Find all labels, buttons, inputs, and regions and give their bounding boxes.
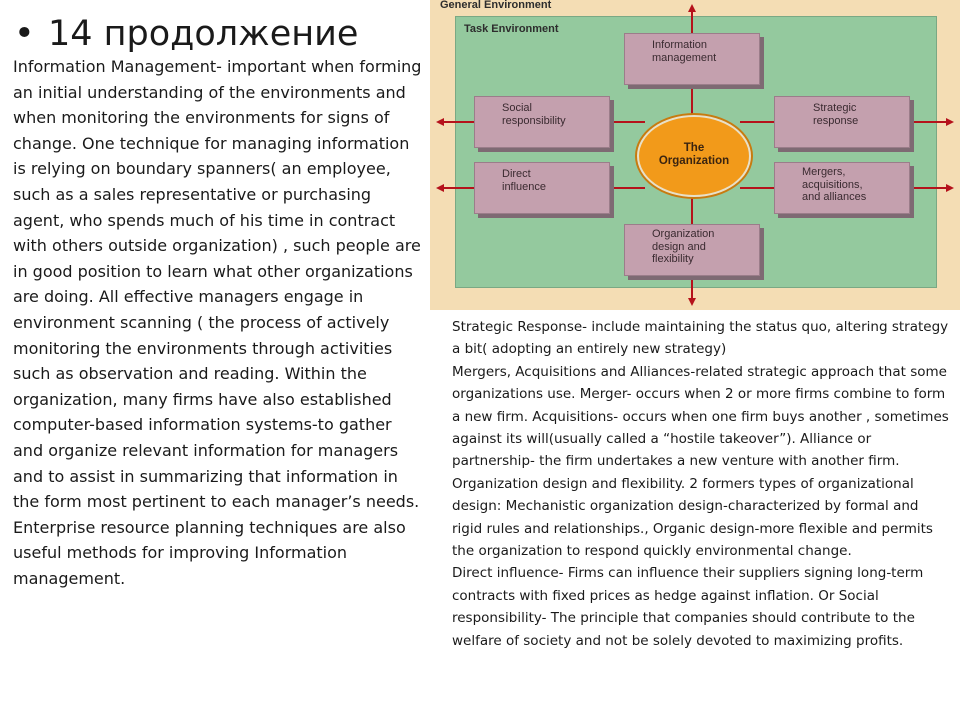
organization-design-paragraph: Organization design and flexibility. 2 formers types of organizational design: Mechanistic organization design-characterized by formal and rigid rules and relationships., Organic design-more flexible and permits the organization to respond quickly environmental change.	[452, 475, 933, 560]
mergers-box: Mergers, acquisitions, and alliances	[774, 162, 910, 214]
direct-influence-paragraph: Direct influence- Firms can influence their suppliers signing long-term contracts with fixed prices as hedge against inflation. Or Social responsibility- The principle that companies should contribute to the welfare of society and not be solely devoted to maximizing profits.	[452, 565, 924, 649]
strategic-response-paragraph: Strategic Response- include maintaining the status quo, altering strategy a bit( adopting an entirely new strategy)	[452, 319, 949, 358]
bullet-icon: •	[14, 14, 35, 54]
general-environment-label: General Environment	[440, 0, 552, 11]
slide-title	[14, 12, 358, 56]
information-management-box: Information management	[624, 33, 760, 85]
direct-influence-box: Direct influence	[474, 162, 610, 214]
environment-diagram	[430, 0, 960, 310]
task-environment-label: Task Environment	[464, 23, 559, 35]
organization-circle: The Organization	[637, 115, 751, 197]
strategic-response-box: Strategic response	[774, 96, 910, 148]
title-text: 14 продолжение	[48, 14, 359, 54]
information-management-paragraph: Information Management- important when forming an initial understanding of the environments and when monitoring the environments for signs of change. One technique for managing information is relying on boundary spanners( an employee, such as a sales representative or purchasing agent, who spends much of his time in contract with others outside organization) , such people are in good position to learn what other organizations are doing. All effective managers engage in environment scanning ( the process of actively monitoring the environments through activities such as observation and reading. Within the organization, many firms have also established computer-based information systems-to gather and organize relevant information for managers and to assist in summarizing that information in the form most pertinent to each manager’s needs. Enterprise resource planning techniques are also useful methods for improving Information management.	[13, 57, 422, 588]
definitions-text	[452, 316, 952, 652]
social-responsibility-box: Social responsibility	[474, 96, 610, 148]
organization-design-box: Organization design and flexibility	[624, 224, 760, 276]
mergers-paragraph: Mergers, Acquisitions and Alliances-related strategic approach that some organizations use. Merger- occurs when 2 or more firms combine to form a new firm. Acquisitions- occurs when one firm buys another , sometimes against its will(usually called a “hostile takeover”). Alliance or partnership- the firm undertakes a new venture with another firm.	[452, 363, 949, 470]
